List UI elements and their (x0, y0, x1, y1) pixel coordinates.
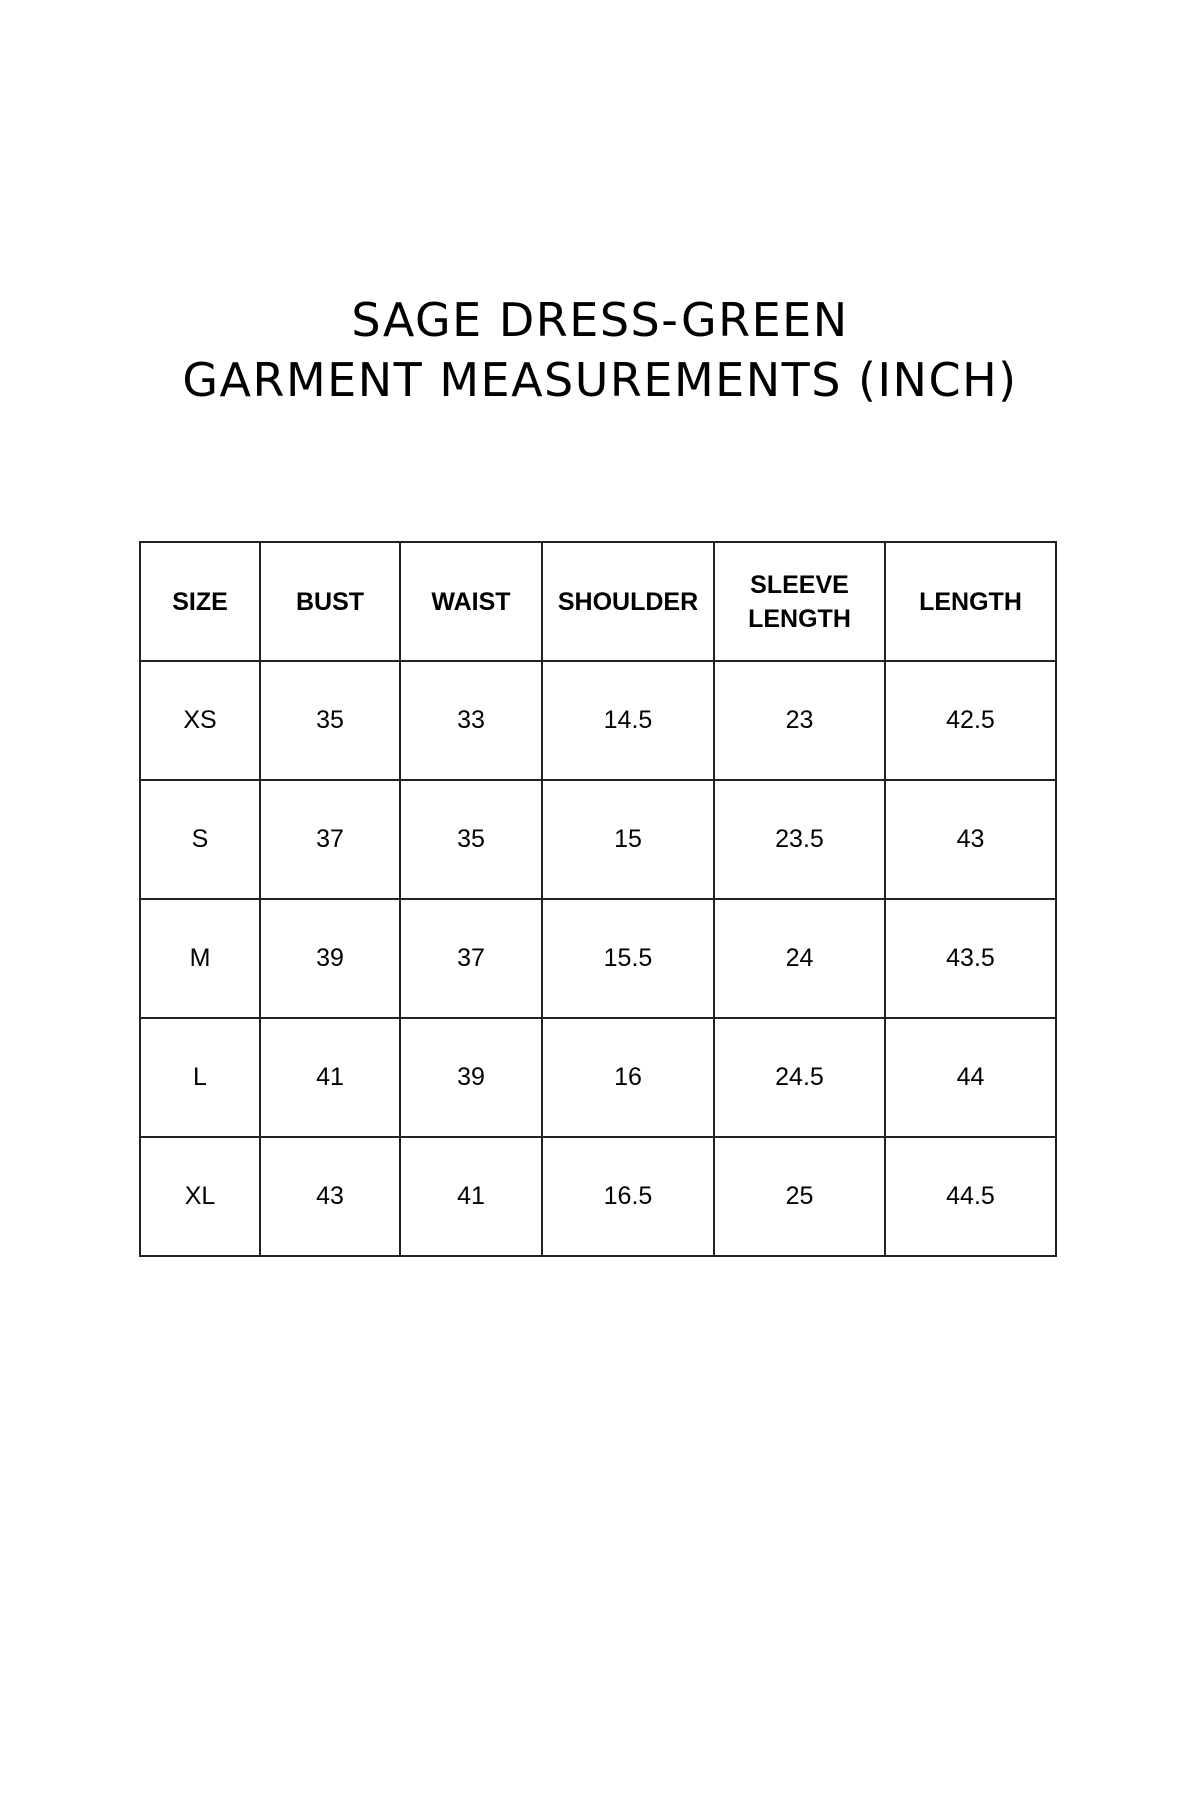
cell-sleeve-length: 25 (714, 1137, 885, 1256)
cell-shoulder: 14.5 (542, 661, 714, 780)
cell-bust: 43 (260, 1137, 400, 1256)
title-product-name: SAGE DRESS-GREEN (351, 293, 849, 347)
cell-waist: 35 (400, 780, 542, 899)
table-row (140, 1018, 1056, 1137)
cell-size: S (140, 780, 260, 899)
cell-size: L (140, 1018, 260, 1137)
size-chart-table (139, 541, 1057, 1257)
table-row (140, 1137, 1056, 1256)
cell-shoulder: 15 (542, 780, 714, 899)
cell-shoulder: 16.5 (542, 1137, 714, 1256)
cell-shoulder: 15.5 (542, 899, 714, 1018)
cell-bust: 35 (260, 661, 400, 780)
cell-size: XL (140, 1137, 260, 1256)
header-length: LENGTH (885, 542, 1056, 661)
header-sleeve-length (714, 542, 885, 661)
header-size: SIZE (140, 542, 260, 661)
cell-length: 44 (885, 1018, 1056, 1137)
size-chart-body (140, 661, 1056, 1256)
header-row (140, 542, 1056, 661)
table-row (140, 899, 1056, 1018)
header-sleeve-line2: LENGTH (748, 604, 851, 633)
header-bust: BUST (260, 542, 400, 661)
cell-length: 42.5 (885, 661, 1056, 780)
cell-bust: 41 (260, 1018, 400, 1137)
cell-sleeve-length: 23 (714, 661, 885, 780)
page-title (0, 290, 1200, 410)
size-chart-header (140, 542, 1056, 661)
cell-sleeve-length: 24.5 (714, 1018, 885, 1137)
cell-shoulder: 16 (542, 1018, 714, 1137)
cell-length: 43.5 (885, 899, 1056, 1018)
cell-bust: 39 (260, 899, 400, 1018)
table-row (140, 661, 1056, 780)
table-row (140, 780, 1056, 899)
cell-length: 44.5 (885, 1137, 1056, 1256)
header-waist: WAIST (400, 542, 542, 661)
cell-size: M (140, 899, 260, 1018)
cell-bust: 37 (260, 780, 400, 899)
cell-sleeve-length: 23.5 (714, 780, 885, 899)
cell-waist: 41 (400, 1137, 542, 1256)
cell-length: 43 (885, 780, 1056, 899)
cell-waist: 37 (400, 899, 542, 1018)
cell-waist: 39 (400, 1018, 542, 1137)
header-shoulder: SHOULDER (542, 542, 714, 661)
header-sleeve-line1: SLEEVE (750, 570, 849, 599)
cell-waist: 33 (400, 661, 542, 780)
cell-size: XS (140, 661, 260, 780)
cell-sleeve-length: 24 (714, 899, 885, 1018)
title-measurements-heading: GARMENT MEASUREMENTS (INCH) (182, 353, 1018, 407)
